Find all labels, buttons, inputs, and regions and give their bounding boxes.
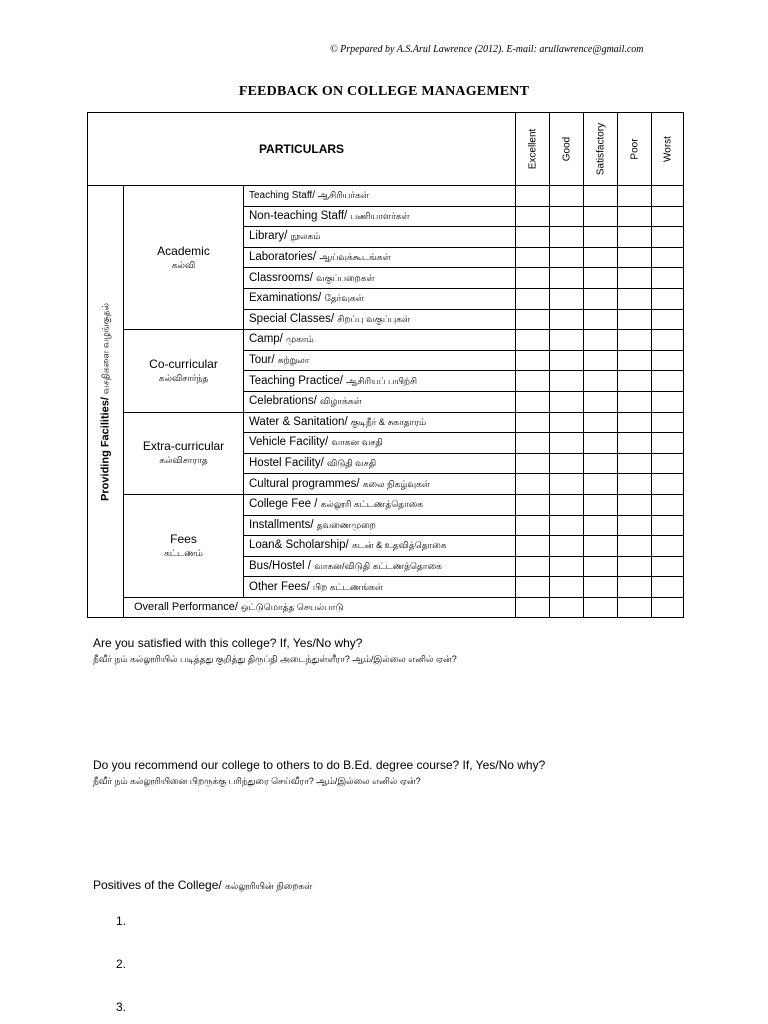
rating-cell[interactable]: [618, 268, 652, 289]
item-label-ta: பிற கட்டணங்கள்: [312, 581, 384, 592]
rating-cell[interactable]: [516, 474, 550, 495]
rating-cell[interactable]: [516, 597, 550, 618]
item-label-ta: முகாம்: [286, 334, 314, 345]
item-label: [244, 474, 516, 495]
rating-cell[interactable]: [584, 597, 618, 618]
item-label-ta: வாகன வசதி: [331, 437, 383, 448]
rating-cell[interactable]: [516, 433, 550, 454]
rating-cell[interactable]: [516, 309, 550, 330]
rating-cell[interactable]: [516, 412, 550, 433]
rating-cell[interactable]: [584, 515, 618, 536]
rating-cell[interactable]: [584, 556, 618, 577]
rating-cell[interactable]: [550, 206, 584, 227]
rating-cell[interactable]: [618, 227, 652, 248]
rating-cell[interactable]: [516, 556, 550, 577]
rating-cell[interactable]: [618, 247, 652, 268]
rating-cell[interactable]: [584, 350, 618, 371]
rating-cell[interactable]: [584, 330, 618, 351]
category-name-ta: கல்வி: [171, 259, 196, 270]
item-label: [244, 391, 516, 412]
rating-cell[interactable]: [652, 391, 684, 412]
rating-cell[interactable]: [652, 597, 684, 618]
rating-cell[interactable]: [618, 474, 652, 495]
category-name-ta: கல்விசார்ந்த: [158, 372, 209, 383]
item-label: [244, 515, 516, 536]
rating-cell[interactable]: [550, 268, 584, 289]
rating-cell[interactable]: [618, 288, 652, 309]
rating-cell[interactable]: [618, 453, 652, 474]
rating-cell[interactable]: [516, 247, 550, 268]
item-label-ta: தவணைமுறை: [316, 519, 376, 530]
item-label: [244, 453, 516, 474]
category-cell: [124, 330, 244, 412]
rating-cell[interactable]: [652, 330, 684, 351]
rating-cell[interactable]: [652, 268, 684, 289]
item-label: [244, 371, 516, 392]
rating-cell[interactable]: [516, 536, 550, 557]
item-label: [244, 536, 516, 557]
item-label-en: Vehicle Facility/: [249, 436, 329, 449]
rating-cell[interactable]: [652, 288, 684, 309]
rating-cell[interactable]: [584, 494, 618, 515]
rating-cell[interactable]: [550, 350, 584, 371]
particulars-header: PARTICULARS: [88, 113, 516, 186]
table-row: [88, 412, 684, 433]
rating-cell[interactable]: [652, 309, 684, 330]
item-label-ta: பணியாளர்கள்: [350, 210, 410, 221]
rating-cell[interactable]: [584, 412, 618, 433]
item-label-en: Bus/Hostel /: [249, 559, 311, 572]
rating-cell[interactable]: [550, 247, 584, 268]
item-label: [244, 227, 516, 248]
rating-cell[interactable]: [652, 227, 684, 248]
item-label-en: Special Classes/: [249, 312, 335, 325]
rating-cell[interactable]: [618, 536, 652, 557]
rating-cell[interactable]: [652, 536, 684, 557]
item-label: [244, 350, 516, 371]
rating-cell[interactable]: [584, 433, 618, 454]
rating-cell[interactable]: [516, 330, 550, 351]
item-label-ta: சிறப்பு வகுப்புகள்: [337, 313, 411, 324]
item-label-ta: விழாக்கள்: [319, 396, 362, 407]
rating-cell[interactable]: [550, 474, 584, 495]
rating-cell[interactable]: [618, 391, 652, 412]
rating-cell[interactable]: [584, 391, 618, 412]
item-label: [244, 494, 516, 515]
rating-cell[interactable]: [516, 206, 550, 227]
rating-cell[interactable]: [550, 536, 584, 557]
rating-cell[interactable]: [618, 330, 652, 351]
list-number: 3.: [116, 1000, 127, 1014]
rating-cell[interactable]: [550, 577, 584, 598]
rating-cell[interactable]: [516, 350, 550, 371]
rating-cell[interactable]: [652, 350, 684, 371]
rating-cell[interactable]: [652, 186, 684, 207]
rating-cell[interactable]: [618, 597, 652, 618]
item-label: [244, 556, 516, 577]
item-label-ta: ஆசிரியப் பயிற்சி: [346, 375, 418, 386]
rating-header: Poor: [618, 113, 652, 186]
rating-header: Excellent: [516, 113, 550, 186]
rating-cell[interactable]: [618, 577, 652, 598]
rating-cell[interactable]: [550, 330, 584, 351]
rating-cell[interactable]: [652, 577, 684, 598]
item-label-en: Library/: [249, 230, 288, 243]
table-row: [88, 494, 684, 515]
rating-cell[interactable]: [516, 288, 550, 309]
item-label-ta: ஆய்வுக்கூடங்கள்: [319, 252, 391, 263]
table-row: [88, 186, 684, 207]
rating-header: Good: [550, 113, 584, 186]
item-label: [244, 186, 516, 207]
rating-cell[interactable]: [652, 474, 684, 495]
rating-cell[interactable]: [652, 556, 684, 577]
item-label-ta: கலை நிகழ்வுகள்: [362, 478, 430, 489]
item-label-ta: கடன் & உதவித்தொகை: [351, 540, 447, 551]
table-row: [88, 330, 684, 351]
item-label: [244, 247, 516, 268]
item-label: [244, 433, 516, 454]
rating-cell[interactable]: [584, 453, 618, 474]
author-credit: © Prpepared by A.S.Arul Lawrence (2012). E-mail: arullawrence@gmail.com: [330, 44, 644, 55]
rating-cell[interactable]: [516, 371, 550, 392]
item-label: [244, 268, 516, 289]
item-label-ta: சுற்றுலா: [277, 355, 310, 366]
category-name: Co-curricular: [149, 356, 218, 371]
overall-label: [124, 597, 516, 618]
rating-cell[interactable]: [652, 371, 684, 392]
rating-cell[interactable]: [516, 494, 550, 515]
rating-header: Worst: [652, 113, 684, 186]
section-label-ta: வசதிகளை வழங்குதல்: [100, 302, 110, 394]
item-label-en: Cultural programmes/: [249, 477, 360, 490]
item-label-ta: விடுதி வசதி: [326, 458, 377, 469]
rating-cell[interactable]: [550, 597, 584, 618]
rating-cell[interactable]: [550, 288, 584, 309]
item-label-en: Hostel Facility/: [249, 457, 324, 470]
rating-cell[interactable]: [584, 371, 618, 392]
item-label-ta: வகுப்பறைகள்: [316, 272, 375, 283]
question-recommend: Do you recommend our college to others to do B.Ed. degree course? If, Yes/No why? நீவீர் நம் கல்லூரியினை பிறருக்கு பரிந்துரை செய்வீரா? ஆம்/இல்லை எனில் ஏன்?: [93, 758, 546, 786]
category-name-ta: கட்டணம்: [164, 547, 203, 558]
rating-cell[interactable]: [652, 494, 684, 515]
category-name: Academic: [157, 243, 210, 258]
item-label-en: Examinations/: [249, 292, 322, 305]
rating-cell[interactable]: [618, 206, 652, 227]
item-label-en: Non-teaching Staff/: [249, 209, 348, 222]
item-label-en: Installments/: [249, 518, 314, 531]
rating-cell[interactable]: [550, 371, 584, 392]
item-label-ta: கல்லூரி கட்டணத்தொகை: [320, 499, 424, 510]
overall-label-ta: ஒட்டுமொத்த செயல்பாடு: [241, 602, 344, 613]
list-number: 1.: [116, 914, 127, 928]
section-label-en: Providing Facilities/: [99, 396, 111, 501]
item-label: [244, 577, 516, 598]
rating-cell[interactable]: [618, 371, 652, 392]
rating-cell[interactable]: [516, 268, 550, 289]
rating-cell[interactable]: [618, 186, 652, 207]
rating-cell[interactable]: [550, 227, 584, 248]
category-cell: [124, 186, 244, 330]
rating-cell[interactable]: [584, 577, 618, 598]
item-label: [244, 412, 516, 433]
rating-cell[interactable]: [584, 247, 618, 268]
rating-cell[interactable]: [584, 186, 618, 207]
positives-heading: Positives of the College/ கல்லூரியின் நிறைகள்: [93, 878, 313, 892]
rating-cell[interactable]: [618, 494, 652, 515]
rating-cell[interactable]: [618, 412, 652, 433]
rating-cell[interactable]: [584, 309, 618, 330]
category-name: Extra-curricular: [142, 439, 225, 454]
rating-cell[interactable]: [516, 391, 550, 412]
section-label: [88, 186, 124, 618]
rating-cell[interactable]: [652, 515, 684, 536]
category-name: Fees: [170, 531, 197, 546]
rating-cell[interactable]: [618, 433, 652, 454]
rating-cell[interactable]: [550, 433, 584, 454]
category-name-ta: கல்விசாராத: [159, 455, 208, 466]
rating-cell[interactable]: [550, 186, 584, 207]
rating-cell[interactable]: [550, 391, 584, 412]
item-label-en: Teaching Staff/: [249, 189, 315, 201]
rating-cell[interactable]: [516, 453, 550, 474]
rating-cell[interactable]: [584, 268, 618, 289]
rating-cell[interactable]: [584, 206, 618, 227]
rating-header: Satisfactory: [584, 113, 618, 186]
item-label-en: College Fee /: [249, 498, 318, 511]
item-label-en: Water & Sanitation/: [249, 415, 348, 428]
item-label-en: Celebrations/: [249, 395, 317, 408]
item-label-ta: தேர்வுகள்: [324, 293, 364, 304]
rating-cell[interactable]: [652, 412, 684, 433]
category-cell: [124, 412, 244, 494]
rating-cell[interactable]: [652, 453, 684, 474]
rating-cell[interactable]: [652, 247, 684, 268]
rating-cell[interactable]: [550, 309, 584, 330]
item-label-ta: நூலகம்: [290, 231, 321, 242]
rating-cell[interactable]: [516, 577, 550, 598]
item-label-ta: ஆசிரியர்கள்: [317, 189, 369, 200]
rating-cell[interactable]: [550, 556, 584, 577]
feedback-table: [87, 112, 684, 618]
rating-cell[interactable]: [584, 474, 618, 495]
rating-cell[interactable]: [584, 227, 618, 248]
table-header-row: [88, 113, 684, 186]
item-label: [244, 206, 516, 227]
rating-cell[interactable]: [618, 515, 652, 536]
item-label-en: Camp/: [249, 333, 283, 346]
item-label-en: Laboratories/: [249, 251, 317, 264]
item-label-ta: வாகன/விடுதி கட்டணத்தொகை: [314, 560, 442, 571]
overall-label-en: Overall Performance/: [134, 601, 238, 614]
rating-cell[interactable]: [516, 227, 550, 248]
rating-cell[interactable]: [618, 309, 652, 330]
overall-row: [88, 597, 684, 618]
item-label-en: Teaching Practice/: [249, 374, 343, 387]
item-label-en: Other Fees/: [249, 580, 310, 593]
list-number: 2.: [116, 957, 127, 971]
rating-cell[interactable]: [550, 515, 584, 536]
rating-cell[interactable]: [584, 536, 618, 557]
item-label-en: Classrooms/: [249, 271, 313, 284]
rating-cell[interactable]: [652, 433, 684, 454]
question-satisfied: Are you satisfied with this college? If, Yes/No why? நீவீர் நம் கல்லூரியில் படித்தது குறித்து திருப்தி அடைந்துள்ளீரா? ஆம்/இல்லை எனில் ஏன்?: [93, 636, 457, 664]
item-label-en: Loan& Scholarship/: [249, 539, 349, 552]
rating-cell[interactable]: [516, 186, 550, 207]
item-label: [244, 309, 516, 330]
rating-cell[interactable]: [584, 288, 618, 309]
item-label: [244, 288, 516, 309]
category-cell: [124, 494, 244, 597]
rating-cell[interactable]: [652, 206, 684, 227]
rating-cell[interactable]: [550, 453, 584, 474]
rating-cell[interactable]: [618, 556, 652, 577]
item-label-en: Tour/: [249, 354, 275, 367]
page-title: FEEDBACK ON COLLEGE MANAGEMENT: [238, 84, 530, 99]
rating-cell[interactable]: [550, 412, 584, 433]
item-label-ta: குடிநீர் & சுகாதாரம்: [350, 416, 427, 427]
rating-cell[interactable]: [550, 494, 584, 515]
rating-cell[interactable]: [516, 515, 550, 536]
item-label: [244, 330, 516, 351]
rating-cell[interactable]: [618, 350, 652, 371]
